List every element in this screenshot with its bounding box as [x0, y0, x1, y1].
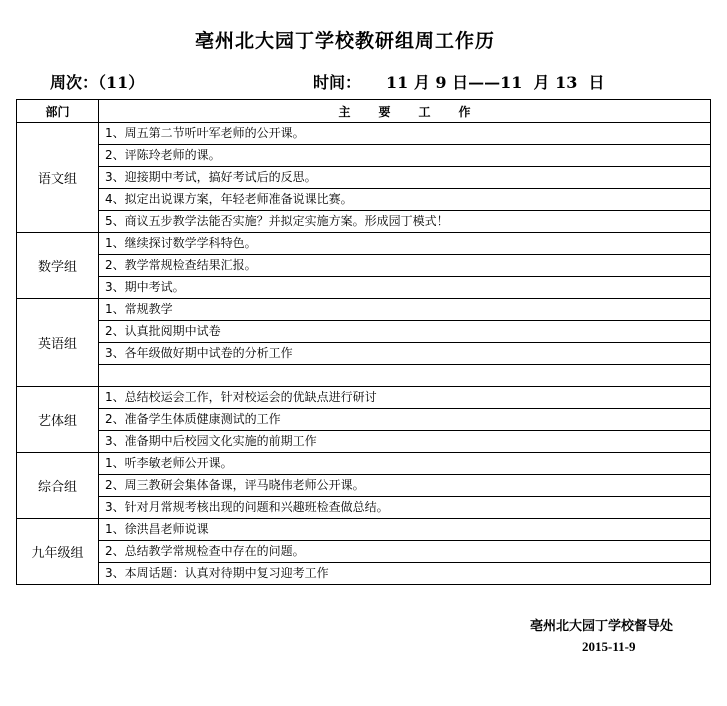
work-item: 3、准备期中后校园文化实施的前期工作: [99, 431, 711, 453]
department-cell: 九年级组: [17, 519, 99, 585]
work-item: 3、各年级做好期中试卷的分析工作: [99, 343, 711, 365]
work-item: 1、听李敏老师公开课。: [99, 453, 711, 475]
week-number: 周次：（11）: [50, 73, 145, 92]
table-row: [17, 387, 711, 409]
column-header-work: 主要工作: [99, 100, 711, 123]
table-row: [17, 365, 711, 387]
table-row: [17, 321, 711, 343]
table-row: [17, 145, 711, 167]
table-row: [17, 123, 711, 145]
work-item: 3、期中考试。: [99, 277, 711, 299]
time-range: 11 月 9 日——11 月 13 日: [386, 73, 605, 92]
table-row: [17, 519, 711, 541]
work-item: 4、拟定出说课方案，年轻老师准备说课比赛。: [99, 189, 711, 211]
department-cell: 语文组: [17, 123, 99, 233]
table-row: [17, 343, 711, 365]
footer-date: 2015-11-9: [582, 639, 636, 654]
department-cell: 数学组: [17, 233, 99, 299]
work-item: 1、常规教学: [99, 299, 711, 321]
work-item: 2、准备学生体质健康测试的工作: [99, 409, 711, 431]
schedule-table: [16, 99, 711, 585]
table-row: [17, 563, 711, 585]
table-row: [17, 167, 711, 189]
work-item: 5、商议五步教学法能否实施？并拟定实施方案。形成园丁模式！: [99, 211, 711, 233]
table-row: [17, 189, 711, 211]
work-item: 2、教学常规检查结果汇报。: [99, 255, 711, 277]
schedule-body: [17, 123, 711, 585]
table-header-row: [17, 100, 711, 123]
table-row: [17, 409, 711, 431]
table-row: [17, 541, 711, 563]
work-item: 2、评陈玲老师的课。: [99, 145, 711, 167]
work-item: 1、周五第二节听叶军老师的公开课。: [99, 123, 711, 145]
document-title: 亳州北大园丁学校教研组周工作历: [194, 30, 495, 52]
department-cell: 艺体组: [17, 387, 99, 453]
table-row: [17, 453, 711, 475]
department-cell: 综合组: [17, 453, 99, 519]
table-row: [17, 475, 711, 497]
table-row: [17, 255, 711, 277]
table-row: [17, 497, 711, 519]
footer-organization: 亳州北大园丁学校督导处: [530, 619, 674, 634]
work-item: 1、徐洪昌老师说课: [99, 519, 711, 541]
work-item: 1、继续探讨数学学科特色。: [99, 233, 711, 255]
time-label: 时间：: [313, 73, 362, 92]
column-header-dept: 部门: [17, 100, 99, 123]
table-row: [17, 299, 711, 321]
table-row: [17, 277, 711, 299]
work-item: 1、总结校运会工作，针对校运会的优缺点进行研讨: [99, 387, 711, 409]
work-item: 3、针对月常规考核出现的问题和兴趣班检查做总结。: [99, 497, 711, 519]
work-item: 3、本周话题：认真对待期中复习迎考工作: [99, 563, 711, 585]
table-row: [17, 211, 711, 233]
department-cell: 英语组: [17, 299, 99, 387]
table-row: [17, 233, 711, 255]
table-row: [17, 431, 711, 453]
work-item: 3、迎接期中考试，搞好考试后的反思。: [99, 167, 711, 189]
work-item: [99, 365, 711, 387]
work-item: 2、周三教研会集体备课，评马晓伟老师公开课。: [99, 475, 711, 497]
work-item: 2、总结教学常规检查中存在的问题。: [99, 541, 711, 563]
work-item: 2、认真批阅期中试卷: [99, 321, 711, 343]
